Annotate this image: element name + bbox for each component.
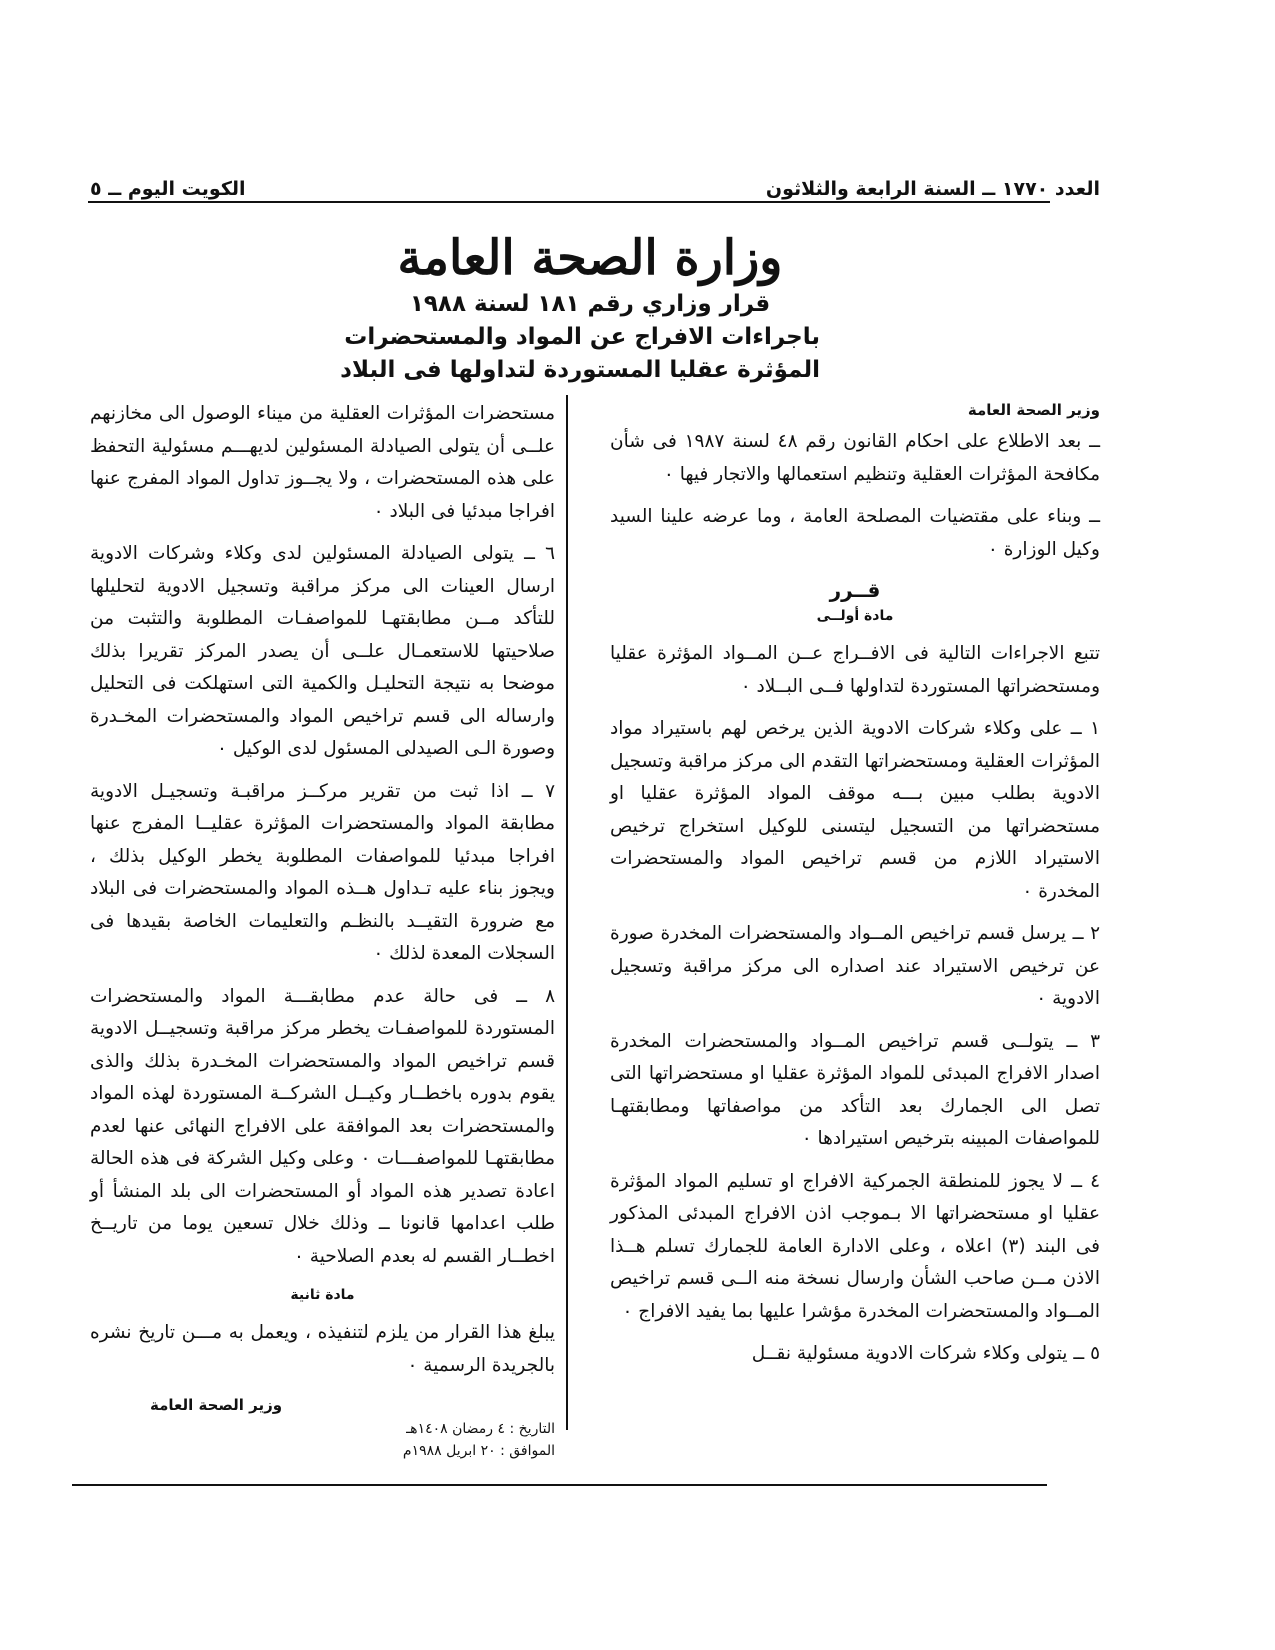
page-info: الكويت اليوم ــ ٥ — [90, 178, 246, 200]
clause-7: ٧ ــ اذا ثبت من تقرير مركــز مراقبـة وتسجيـل الادوية مطابقة المواد والمستحضرات المؤثرة عقليــا المفرج عنها افراجا مبدئيا للمواصفات المطلوبة يخطر الوكيل بذلك ، ويجوز بناء عليه تـداول هــذه المواد والمستحضرات فى البلاد مع ضرورة التقيــد بالنظـم والتعليمات الخاصة بقيدها فى السجلات المعدة لذلك ٠ — [90, 780, 555, 964]
date-hijri: التاريخ : ٤ رمضان ١٤٠٨هـ — [406, 1421, 555, 1437]
decision-subject-line1: باجراءات الافراج عن المواد والمستحضرات — [344, 324, 820, 350]
clause-3: ٣ ــ يتولــى قسم تراخيص المــواد والمستحضرات المخدرة اصدار الافراج المبدئى للمواد المؤثرة عقليا او مستحضراتها التى تصل الى الجمارك بعد التأكد من مواصفاتها ومطابقتهـا للمواصفات المبينه بترخيص استيرادها ٠ — [610, 1030, 1100, 1149]
signatory: وزير الصحة العامة — [150, 1396, 283, 1414]
issue-info: العدد ١٧٧٠ ــ السنة الرابعة والثلاثون — [765, 178, 1100, 200]
clause-1: ١ ــ على وكلاء شركات الادوية الذين يرخص لهم باستيراد مواد المؤثرات العقلية ومستحضراتها التقدم الى مركز مراقبة وتسجيل الادوية بطلب مبين بـــه موقف المواد المؤثرة عقليا او مستحضراتها من التسجيل ليتسنى للوكيل استخراج ترخيص الاستيراد اللازم من قسم تراخيص المواد والمستحضرات المخدرة ٠ — [610, 718, 1100, 902]
article2-heading: مادة ثانية — [290, 1287, 355, 1303]
column-divider — [566, 395, 568, 1430]
header-rule — [88, 201, 1050, 203]
date-gregorian: الموافق : ٢٠ ابريل ١٩٨٨م — [402, 1443, 555, 1459]
decision-subject-line2: المؤثرة عقليا المستوردة لتداولها فى البلاد — [340, 357, 820, 383]
footer-rule — [72, 1484, 1047, 1486]
right-column — [610, 398, 1100, 1381]
decision-number: قرار وزاري رقم ١٨١ لسنة ١٩٨٨ — [409, 291, 771, 317]
clause-8: ٨ ــ فى حالة عدم مطابقـــة المواد والمستحضرات المستوردة للمواصفـات يخطر مركز مراقبة وتسجيــل الادوية قسم تراخيص المواد والمستحضرات المخـدرة بذلك والذى يقوم بدوره باخطــار وكيــل الشركــة المستوردة لهذه المواد والمستحضرات بعد الموافقة على الافراج النهائى عنها لعدم مطابقتهـا للمواصفـــات ٠ وعلى وكيل الشركة فى هذه الحالة اعادة تصدير هذه المواد أو المستحضرات الى بلد المنشأ أو طلب اعدامها قانونا ــ وذلك خلال تسعين يوما من تاريــخ اخطــار القسم له بعدم الصلاحية ٠ — [90, 985, 555, 1267]
preamble-1: ــ بعد الاطلاع على احكام القانون رقم ٤٨ لسنة ١٩٨٧ فى شأن مكافحة المؤثرات العقلية وتنظيم استعمالها والاتجار فيها ٠ — [610, 431, 1100, 485]
title-block — [340, 228, 820, 387]
article1-intro: تتبع الاجراءات التالية فى الافــراج عــن المــواد المؤثرة عقليا ومستحضراتها المستوردة لتداولها فــى البــلاد ٠ — [610, 643, 1100, 697]
left-column — [90, 398, 555, 1462]
article2-text: يبلغ هذا القرار من يلزم لتنفيذه ، ويعمل به مـــن تاريخ نشره بالجريدة الرسمية ٠ — [90, 1322, 555, 1376]
clause-5-start: ٥ ــ يتولى وكلاء شركات الادوية مسئولية نقــل — [751, 1343, 1100, 1364]
clause-2: ٢ ــ يرسل قسم تراخيص المــواد والمستحضرات المخدرة صورة عن ترخيص الاستيراد عند اصداره الى مركز مراقبة وتسجيل الادوية ٠ — [610, 923, 1100, 1009]
article1-heading: مادة أولــى — [816, 608, 894, 624]
ministry-title: وزارة الصحة العامة — [397, 230, 783, 286]
clause-4: ٤ ــ لا يجوز للمنطقة الجمركية الافراج او تسليم المواد المؤثرة عقليا او مستحضراتها الا بـموجب اذن الافراج المبدئى المذكور فى البند (٣) اعلاه ، وعلى الادارة العامة للجمارك تسلم هــذا الاذن مــن صاحب الشأن وارسال نسخة منه الــى قسم تراخيص المــواد والمستحضرات المخدرة مؤشرا عليها بما يفيد الافراج ٠ — [610, 1170, 1100, 1322]
resolved-heading: قــرر — [829, 578, 881, 602]
addressee: وزير الصحة العامة — [967, 401, 1100, 419]
preamble-2: ــ وبناء على مقتضيات المصلحة العامة ، وما عرضه علينا السيد وكيل الوزارة ٠ — [610, 506, 1100, 560]
clause-5-continued: مستحضرات المؤثرات العقلية من ميناء الوصول الى مخازنهم علــى أن يتولى الصيادلة المسئولين لديهـــم مسئولية التحفظ على هذه المستحضرات ، ولا يجــوز تداول المواد المفرج عنها افراجا مبدئيا فى البلاد ٠ — [90, 403, 555, 522]
clause-6: ٦ ــ يتولى الصيادلة المسئولين لدى وكلاء وشركات الادوية ارسال العينات الى مركز مراقبة وتسجيل الادوية لتحليلها للتأكد مــن مطابقتهـا للمواصفـات المطلوبة والتثبت من صلاحيتها للاستعمـال علــى أن يصدر المركز تقريرا بذلك موضحا به نتيجة التحليـل والكمية التى استهلكت فى التحليل وارساله الى قسم تراخيص المواد والمستحضرات المخـدرة وصورة الـى الصيدلى المسئول لدى الوكيل ٠ — [90, 543, 555, 759]
